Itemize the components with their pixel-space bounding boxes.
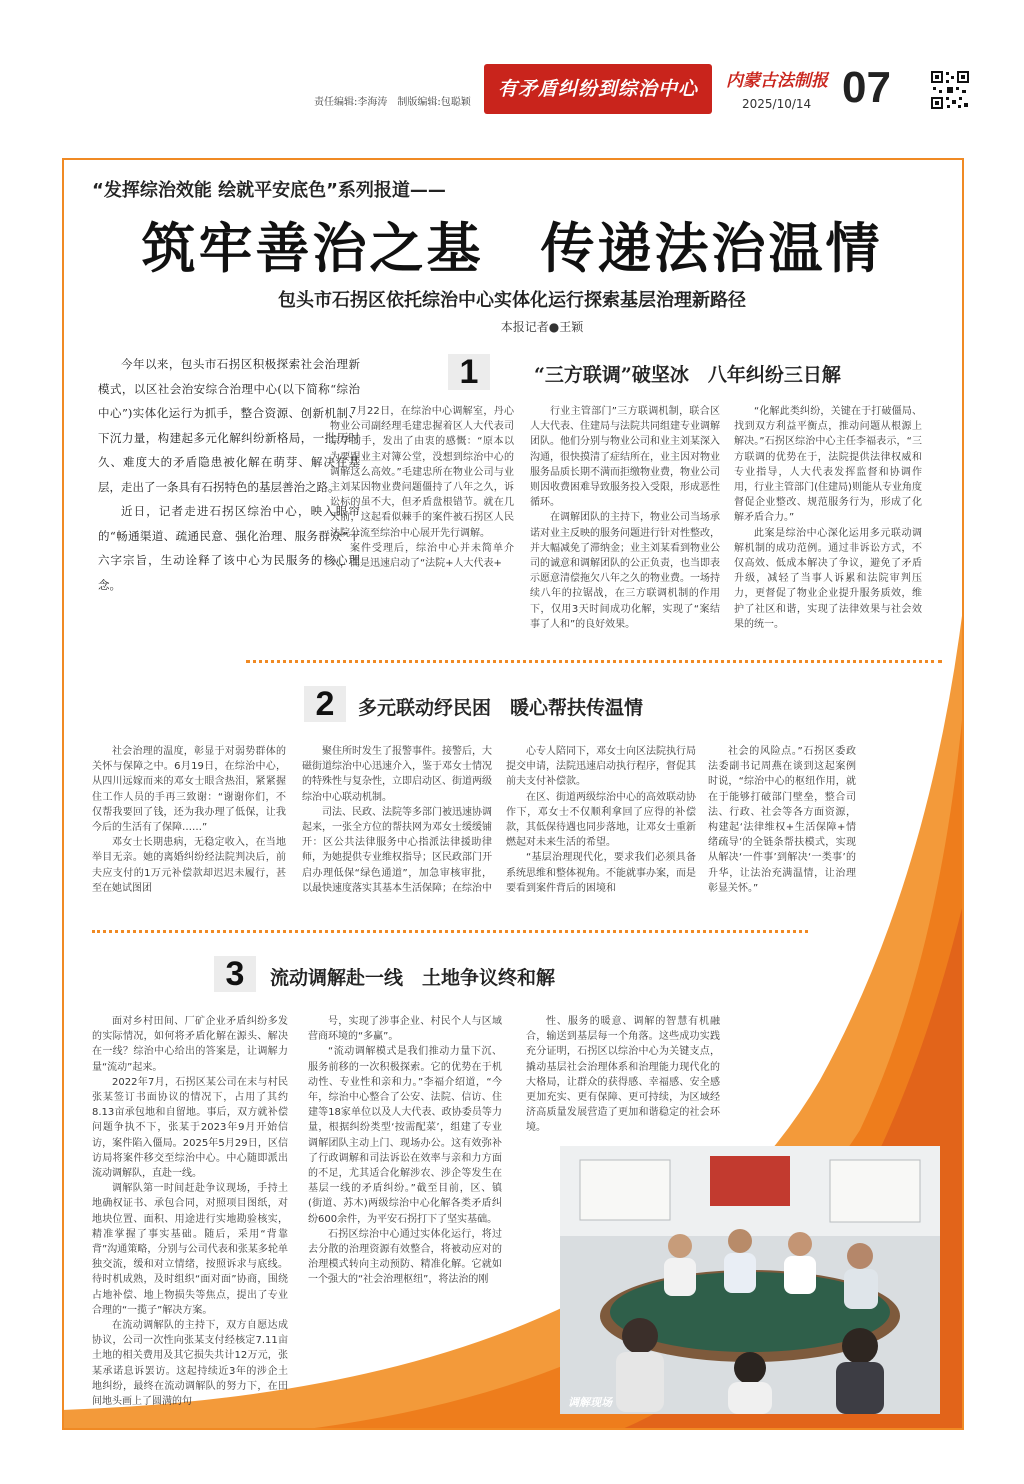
paragraph: 案件受理后，综治中心并未简单介入，而是迅速启动了“法院+人大代表+ — [330, 542, 514, 570]
paragraph: 司法、民政、法院等多部门被迅速协调起来，一张全方位的帮扶网为邓女士缓缓铺开：区公共法律服务中心指派法律援助律师，为她提供专业维权指导；区民政部门开启办理低保“绿色通道”，加急审核审批，以最快速度落实其基本生活保障；在综治中 — [302, 806, 492, 894]
slogan-text: 有矛盾纠纷到综治中心 — [497, 78, 698, 100]
paragraph: “化解此类纠纷，关键在于打破僵局、找到双方利益平衡点，推动问题从根源上解决。”石拐区综治中心主任李福表示，“三方联调的优势在于，法院提供法律权威和专业指导，人大代表发挥监督和协调作用，行业主管部门(住建局)则能从专业角度督促企业整改、规范服务行为，形成了化解矛盾合力。” — [734, 406, 922, 524]
paragraph: 此案是综治中心深化运用多元联动调解机制的成功范例。通过非诉讼方式，不仅高效、低成本解决了争议，避免了矛盾升级，减轻了当事人诉累和法院审判压力，更督促了物业企业提升服务质效，维护了社区和谐，实现了法律效果与社会效果的统一。 — [734, 527, 922, 630]
section-2-column-2 — [302, 744, 492, 924]
lead-column — [98, 352, 360, 632]
section-3-number: 3 — [214, 956, 256, 992]
lead-paragraph: 近日，记者走进石拐区综治中心，映入眼帘的“畅通渠道、疏通民意、强化治理、服务群众”十六字宗旨，生动诠释了该中心为民服务的核心理念。 — [98, 504, 360, 592]
paragraph: 7月22日，在综治中心调解室，丹心物业公司副经理毛建忠握着区人大代表司宗学的手，发出了由衷的感慨：“原本以为要跟业主对簿公堂，没想到综治中心的调解这么高效。”毛建忠所在物业公司与业主刘某因物业费问题僵持了八年之久，诉讼标的虽不大，但矛盾盘根错节。就在几天前，这起看似棘手的案件被石拐区人民法院分流至综治中心展开先行调解。 — [330, 406, 514, 539]
paragraph: 石拐区综治中心通过实体化运行，将过去分散的治理资源有效整合，将被动应对的治理模式转向主动预防、精准化解。它就如一个强大的“社会治理枢纽”，将法治的刚 — [308, 1228, 502, 1286]
section-1-title: “三方联调”破坚冰 八年纠纷三日解 — [534, 364, 841, 386]
page-number: 07 — [842, 63, 891, 112]
section-1-column-3 — [734, 404, 922, 632]
paragraph: “流动调解模式是我们推动力量下沉、服务前移的一次积极探索。它的优势在于机动性、专业性和亲和力。”李福介绍道，“今年，综治中心整合了公安、法院、信访、住建等18家单位以及人大代表、政协委员等力量，根据纠纷类型‘按需配菜’，组建了专业调解团队主动上门、现场办公。这有效弥补了行政调解和司法诉讼在效率与亲和力方面的不足，尤其适合化解涉农、涉企等发生在基层一线的矛盾纠纷。”截至目前，区、镇(街道、苏木)两级综治中心化解各类矛盾纠纷600余件，为平安石拐打下了坚实基础。 — [308, 1046, 502, 1225]
byline: 本报记者●王颖 — [500, 320, 584, 334]
section-2-column-4 — [708, 744, 856, 924]
section-2-number: 2 — [304, 686, 346, 722]
paragraph: 行业主管部门”三方联调机制，联合区人大代表、住建局与法院共同组建专业调解团队。他们分别与物业公司和业主刘某深入沟通，很快摸清了症结所在，业主因对物业服务品质长期不满而拒缴物业费，物业公司则因收费困难导致服务投入受限，形成恶性循环。 — [530, 406, 720, 509]
paragraph: 面对乡村田间、厂矿企业矛盾纠纷多发的实际情况，如何将矛盾化解在源头、解决在一线？综治中心给出的答案是，让调解力量“流动”起来。 — [92, 1016, 288, 1073]
slogan-banner — [484, 64, 712, 114]
section-2-column-3 — [506, 744, 696, 924]
paragraph: 心专人陪同下，邓女士向区法院执行局提交申请，法院迅速启动执行程序，督促其前夫支付补偿款。 — [506, 746, 696, 788]
section-1-column-2 — [530, 404, 720, 632]
lead-paragraph: 今年以来，包头市石拐区积极探索社会治理新模式，以区社会治安综合治理中心(以下简称“综治中心”)实体化运行为抓手，整合资源、创新机制、下沉力量，构建起多元化解纠纷新格局，一批历时久、难度大的矛盾隐患被化解在萌芽、解决在基层，走出了一条具有石拐特色的基层善治之路。 — [98, 357, 360, 494]
paragraph: 邓女士长期患病，无稳定收入，在当地举目无亲。她的离婚纠纷经法院判决后，前夫应支付的1万元补偿款却迟迟未履行，甚至在她试图团 — [92, 837, 286, 894]
paragraph: 在区、街道两级综治中心的高效联动协作下，邓女士不仅顺利拿回了应得的补偿款，其低保待遇也同步落地，让邓女士重新燃起对未来生活的希望。 — [506, 791, 696, 849]
paragraph: 聚住所时发生了报警事件。接警后，大磁街道综治中心迅速介入，鉴于邓女士情况的特殊性与复杂性，立即启动区、街道两级综治中心联动机制。 — [302, 746, 492, 803]
subheadline: 包头市石拐区依托综治中心实体化运行探索基层治理新路径 — [278, 290, 746, 311]
paragraph: 在调解团队的主持下，物业公司当场承诺对业主反映的服务问题进行针对性整改，并大幅减免了滞纳金；业主刘某看到物业公司的诚意和调解团队的公正负责，也当即表示愿意清偿拖欠八年之久的物业费。一场持续八年的拉锯战，在三方联调机制的作用下，仅用3天时间成功化解，实现了“案结事了人和”的良好效果。 — [530, 512, 720, 630]
section-2-title: 多元联动纾民困 暖心帮扶传温情 — [358, 697, 644, 719]
headline: 筑牢善治之基 传递法治温情 — [141, 216, 883, 280]
paragraph: 号，实现了涉事企业、村民个人与区域营商环境的“多赢”。 — [308, 1016, 502, 1043]
section-3-title: 流动调解赴一线 土地争议终和解 — [270, 967, 556, 989]
section-3-column-2 — [308, 1014, 502, 1338]
photo-caption: 调解现场 — [568, 1396, 612, 1409]
paragraph: 社会治理的温度，彰显于对弱势群体的关怀与保障之中。6月19日，在综治中心，从四川远嫁而来的邓女士眼含热泪，紧紧握住工作人员的手再三致谢：“谢谢你们，不仅帮我要回了钱，还为我办理了低保，让我今后的生活有了保障……” — [92, 746, 286, 834]
paragraph: 调解队第一时间赶赴争议现场，手持土地确权证书、承包合同，对照项目图纸，对地块位置、面积、用途进行实地勘验核实，精准掌握了事实基础。随后，采用“背靠背”沟通策略，分别与公司代表和张某多轮单独交流，缓和对立情绪，按照诉求与底线。待时机成熟，及时组织“面对面”协商，围绕占地补偿、地上物损失等焦点，提出了专业合理的“一揽子”解决方案。 — [92, 1183, 288, 1316]
qr-code-icon[interactable] — [930, 70, 970, 110]
section-divider — [246, 660, 942, 663]
editors-credit: 责任编辑:李海涛 制版编辑:包聪颖 — [314, 97, 471, 108]
section-divider — [92, 930, 808, 933]
paragraph: 2022年7月，石拐区某公司在末与村民张某签订书面协议的情况下，占用了其约8.13亩承包地和自留地。事后，双方就补偿问题争执不下，张某于2023年9月开始信访，案件陷入僵局。2025年5月29日，区信访局将案件移交至综治中心。中心随即派出流动调解队，直赴一线。 — [92, 1076, 288, 1180]
section-1-column-1 — [330, 404, 514, 632]
section-1-number: 1 — [448, 354, 490, 390]
paragraph: 在流动调解队的主持下，双方自愿达成协议，公司一次性向张某支付经核定7.11亩土地的相关费用及其它损失共计12万元，张某承诺息诉罢访。这起持续近3年的涉企土地纠纷，最终在流动调解队的努力下，在田间地头画上了圆满的句 — [92, 1320, 288, 1408]
issue-date: 2025/10/14 — [742, 97, 812, 111]
paragraph: 社会的风险点。”石拐区委政法委副书记周燕在谈到这起案例时说，“综治中心的枢纽作用，就在于能够打破部门壁垒，整合司法、行政、社会等各方面资源，构建起‘法律维权+生活保障+情绪疏导’的全链条帮扶模式，实现从解决‘一件事’到解决‘一类事’的升华，让法治充满温情，让治理彰显关怀。” — [708, 746, 856, 894]
newspaper-logo: 内蒙古法制报 — [726, 71, 828, 91]
mediation-meeting-photo — [560, 1146, 940, 1414]
series-title: “发挥综治效能 绘就平安底色”系列报道—— — [92, 180, 446, 201]
section-3-column-1 — [92, 1014, 288, 1408]
section-2-column-1 — [92, 744, 286, 924]
section-3-column-3 — [526, 1014, 720, 1144]
paragraph: 性、服务的暖意、调解的智慧有机融合，输送到基层每一个角落。这些成功实践充分证明，石拐区以综治中心为关键支点，撬动基层社会治理体系和治理能力现代化的大格局，让群众的获得感、幸福感、安全感更加充实、更有保障、更可持续，为区域经济高质量发展营造了更加和谐稳定的社会环境。 — [526, 1016, 720, 1134]
paragraph: “基层治理现代化，要求我们必须具备系统思维和整体视角。不能就事办案，而是要看到案件背后的困境和 — [506, 852, 696, 894]
